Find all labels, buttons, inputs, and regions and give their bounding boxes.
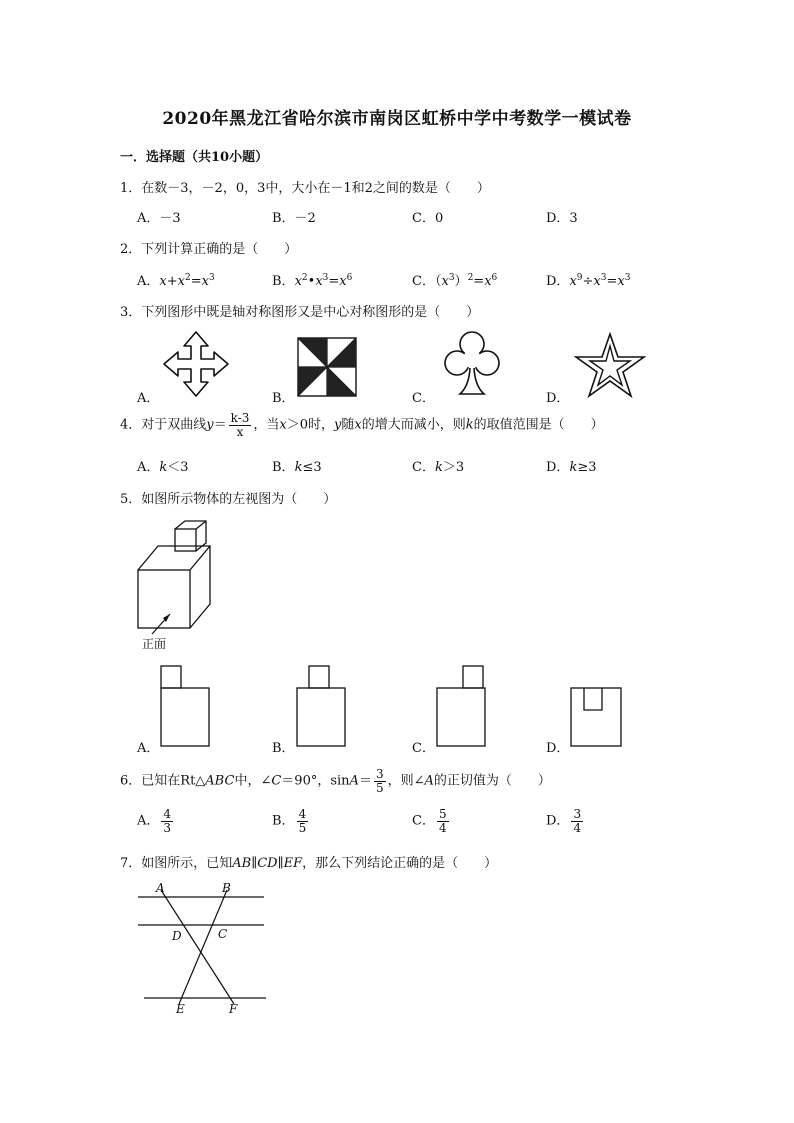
q4-fraction: $\frac{k-3}{x}$	[230, 411, 250, 439]
q7-point-b: B	[222, 881, 231, 895]
q7-point-c: C	[218, 927, 228, 941]
q1-option-b[interactable]: B．－2	[272, 211, 316, 226]
q7-point-a: A	[156, 881, 165, 895]
q1-option-d[interactable]: D．3	[546, 211, 578, 226]
q7-point-f: F	[229, 1002, 238, 1016]
q7-point-e: E	[176, 1002, 185, 1016]
q2-option-c[interactable]: C．$(x^3)^2=x^6$	[412, 273, 498, 289]
q4-option-c[interactable]: C．k＞3	[412, 460, 465, 475]
q5-option-b-figure	[294, 664, 348, 748]
q4-option-b[interactable]: B．k≤3	[272, 460, 322, 475]
q4-option-d[interactable]: D．k≥3	[546, 460, 597, 475]
q3-figure-b-pinwheel	[296, 336, 360, 398]
q5-option-a-figure	[158, 664, 212, 748]
q5-option-c-figure	[434, 664, 488, 748]
q6-option-c[interactable]: C． $\frac{5}{4}$	[412, 807, 447, 835]
q3-label-b[interactable]: B．	[272, 391, 295, 406]
q5-front-label: 正面	[142, 637, 167, 651]
q5-label-a[interactable]: A．	[137, 741, 160, 756]
q2-option-a[interactable]: A．$x+x^2=x^3$	[137, 273, 215, 289]
q3-figure-c-club	[440, 330, 504, 398]
q7-transversal-af	[161, 890, 234, 1004]
q5-label-c[interactable]: C．	[412, 741, 435, 756]
q1-option-c[interactable]: C．0	[412, 211, 444, 226]
q7-parallel-lines-figure	[130, 878, 270, 1018]
q3-label-a[interactable]: A．	[137, 391, 160, 406]
q5-solid-figure	[130, 518, 230, 654]
q2-stem: 2．下列计算正确的是（ ）	[120, 242, 298, 257]
page-title: 2020年黑龙江省哈尔滨市南岗区虹桥中学中考数学一模试卷	[162, 109, 632, 129]
q3-stem: 3．下列图形中既是轴对称图形又是中心对称图形的是（ ）	[120, 305, 480, 320]
q7-transversal-be	[179, 890, 227, 1004]
q6-option-d[interactable]: D． $\frac{3}{4}$	[546, 807, 582, 835]
q3-figure-a-arrows	[160, 330, 232, 398]
q7-point-d: D	[172, 929, 182, 943]
q2-option-d[interactable]: D．$x^9\div x^3=x^3$	[546, 273, 631, 289]
q7-stem: 7．如图所示，已知AB∥CD∥EF，那么下列结论正确的是（ ）	[120, 856, 498, 871]
q5-stem: 5．如图所示物体的左视图为（ ）	[120, 492, 337, 507]
q2-option-b[interactable]: B．$x^2•x^3=x^6$	[272, 273, 353, 289]
q6-option-b[interactable]: B． $\frac{4}{5}$	[272, 807, 307, 835]
q5-label-d[interactable]: D．	[546, 741, 570, 756]
q1-option-a[interactable]: A．－3	[137, 211, 181, 226]
q6-stem: 6．已知在Rt△ABC中，∠C＝90°，sinA＝ $\frac{3}{5}$ ，则∠A的正切值为（ ）	[120, 767, 551, 795]
q1-stem: 1．在数－3，－2，0，3中，大小在－1和2之间的数是（ ）	[120, 181, 490, 196]
q6-option-a[interactable]: A． $\frac{4}{3}$	[137, 807, 172, 835]
q4-stem: 4．对于双曲线y＝ $\frac{k-3}{x}$ ，当x＞0时，y随x的增大而减小，则k的取值范围是（ ）	[120, 411, 604, 439]
q4-option-a[interactable]: A．k＜3	[137, 460, 189, 475]
section-heading: 一．选择题（共10小题）	[120, 150, 269, 165]
q5-option-d-figure	[568, 686, 624, 748]
q3-figure-d-star	[574, 332, 646, 400]
q5-label-b[interactable]: B．	[272, 741, 295, 756]
q6-fraction: $\frac{3}{5}$	[375, 767, 384, 795]
q3-label-d[interactable]: D．	[546, 391, 570, 406]
q3-label-c[interactable]: C．	[412, 391, 435, 406]
